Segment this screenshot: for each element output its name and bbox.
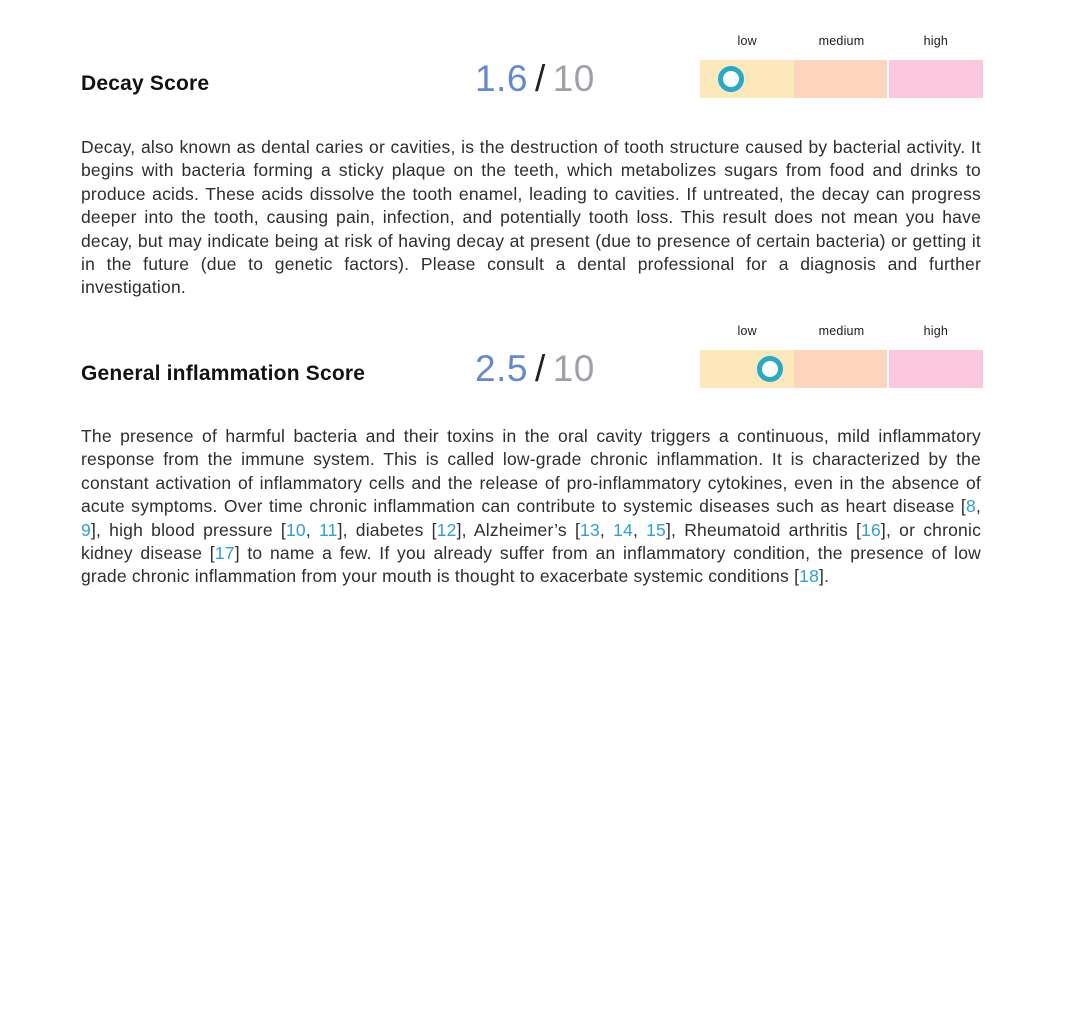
decay-score-section-header (81, 34, 983, 112)
gauge-labels (700, 34, 983, 60)
citation-link[interactable]: 18 (799, 566, 820, 587)
citation-link[interactable]: 15 (646, 519, 666, 540)
citation-link[interactable]: 12 (436, 519, 457, 540)
gauge-labels (700, 324, 983, 350)
gauge-label-high: high (923, 324, 949, 338)
citation-link[interactable]: 17 (214, 543, 235, 564)
decay-score-value: 1.6 (475, 58, 528, 99)
inflammation-gauge-bar (700, 350, 983, 388)
inflammation-description: The presence of harmful bacteria and their toxins in the oral cavity triggers a continuous, mild inflammatory response from the immune system. This is called low-grade chronic inflammation. It is characterized by the constant activation of inflammatory cells and the release of pro-inflammatory cytokines, even in the absence of acute symptoms. Over time chronic inflammation can contribute to systemic diseases such as heart disease [8, 9], high blood pressure [10, 11], diabetes [12], Alzheimer’s [13, 14, 15], Rheumatoid arthritis [16], or chronic kidney disease [17] to name a few. If you already suffer from an inflammatory condition, the presence of low grade chronic inflammation from your mouth is thought to exacerbate systemic conditions [18]. (81, 426, 982, 587)
citation-link[interactable]: 11 (318, 519, 338, 540)
citation-link[interactable]: 14 (613, 519, 633, 540)
gauge-segment-high (889, 350, 983, 388)
decay-description: Decay, also known as dental caries or cavities, is the destruction of tooth structure caused by bacterial activity. It begins with bacteria forming a sticky plaque on the teeth, which metabolizes sugars from food and drinks to produce acids. These acids dissolve the tooth enamel, leading to cavities. If untreated, the decay can progress deeper into the tooth, causing pain, infection, and potentially tooth loss. This result does not mean you have decay, but may indicate being at risk of having decay at present (due to presence of certain bacteria) or getting it in the future (due to genetic factors). Please consult a dental professional for a diagnosis and further investigation. (81, 137, 981, 298)
gauge-label-medium: medium (818, 34, 865, 48)
decay-score-readout (475, 58, 595, 100)
inflammation-score-max: 10 (552, 348, 595, 389)
inflammation-score-section-header (81, 324, 983, 402)
score-slash: / (534, 58, 546, 99)
inflammation-score-title: General inflammation Score (81, 362, 366, 385)
gauge-label-medium: medium (818, 324, 865, 338)
citation-link[interactable]: 9 (81, 519, 91, 540)
citation-link[interactable]: 13 (580, 519, 600, 540)
decay-score-gauge (700, 34, 983, 98)
citation-link[interactable]: 10 (285, 519, 306, 540)
decay-score-marker-icon (718, 66, 744, 92)
inflammation-score-value: 2.5 (475, 348, 528, 389)
score-slash: / (534, 348, 546, 389)
inflammation-score-marker-icon (757, 356, 783, 382)
decay-gauge-bar (700, 60, 983, 98)
gauge-segment-low (700, 60, 794, 98)
inflammation-score-gauge (700, 324, 983, 388)
decay-score-max: 10 (552, 58, 595, 99)
decay-score-title: Decay Score (81, 72, 210, 95)
gauge-segment-medium (794, 350, 890, 388)
citation-link[interactable]: 8 (966, 496, 976, 517)
gauge-label-low: low (737, 324, 757, 338)
gauge-segment-medium (794, 60, 890, 98)
citation-link[interactable]: 16 (861, 519, 881, 540)
inflammation-score-readout (475, 348, 595, 390)
gauge-label-high: high (923, 34, 949, 48)
gauge-segment-high (889, 60, 983, 98)
gauge-label-low: low (737, 34, 757, 48)
